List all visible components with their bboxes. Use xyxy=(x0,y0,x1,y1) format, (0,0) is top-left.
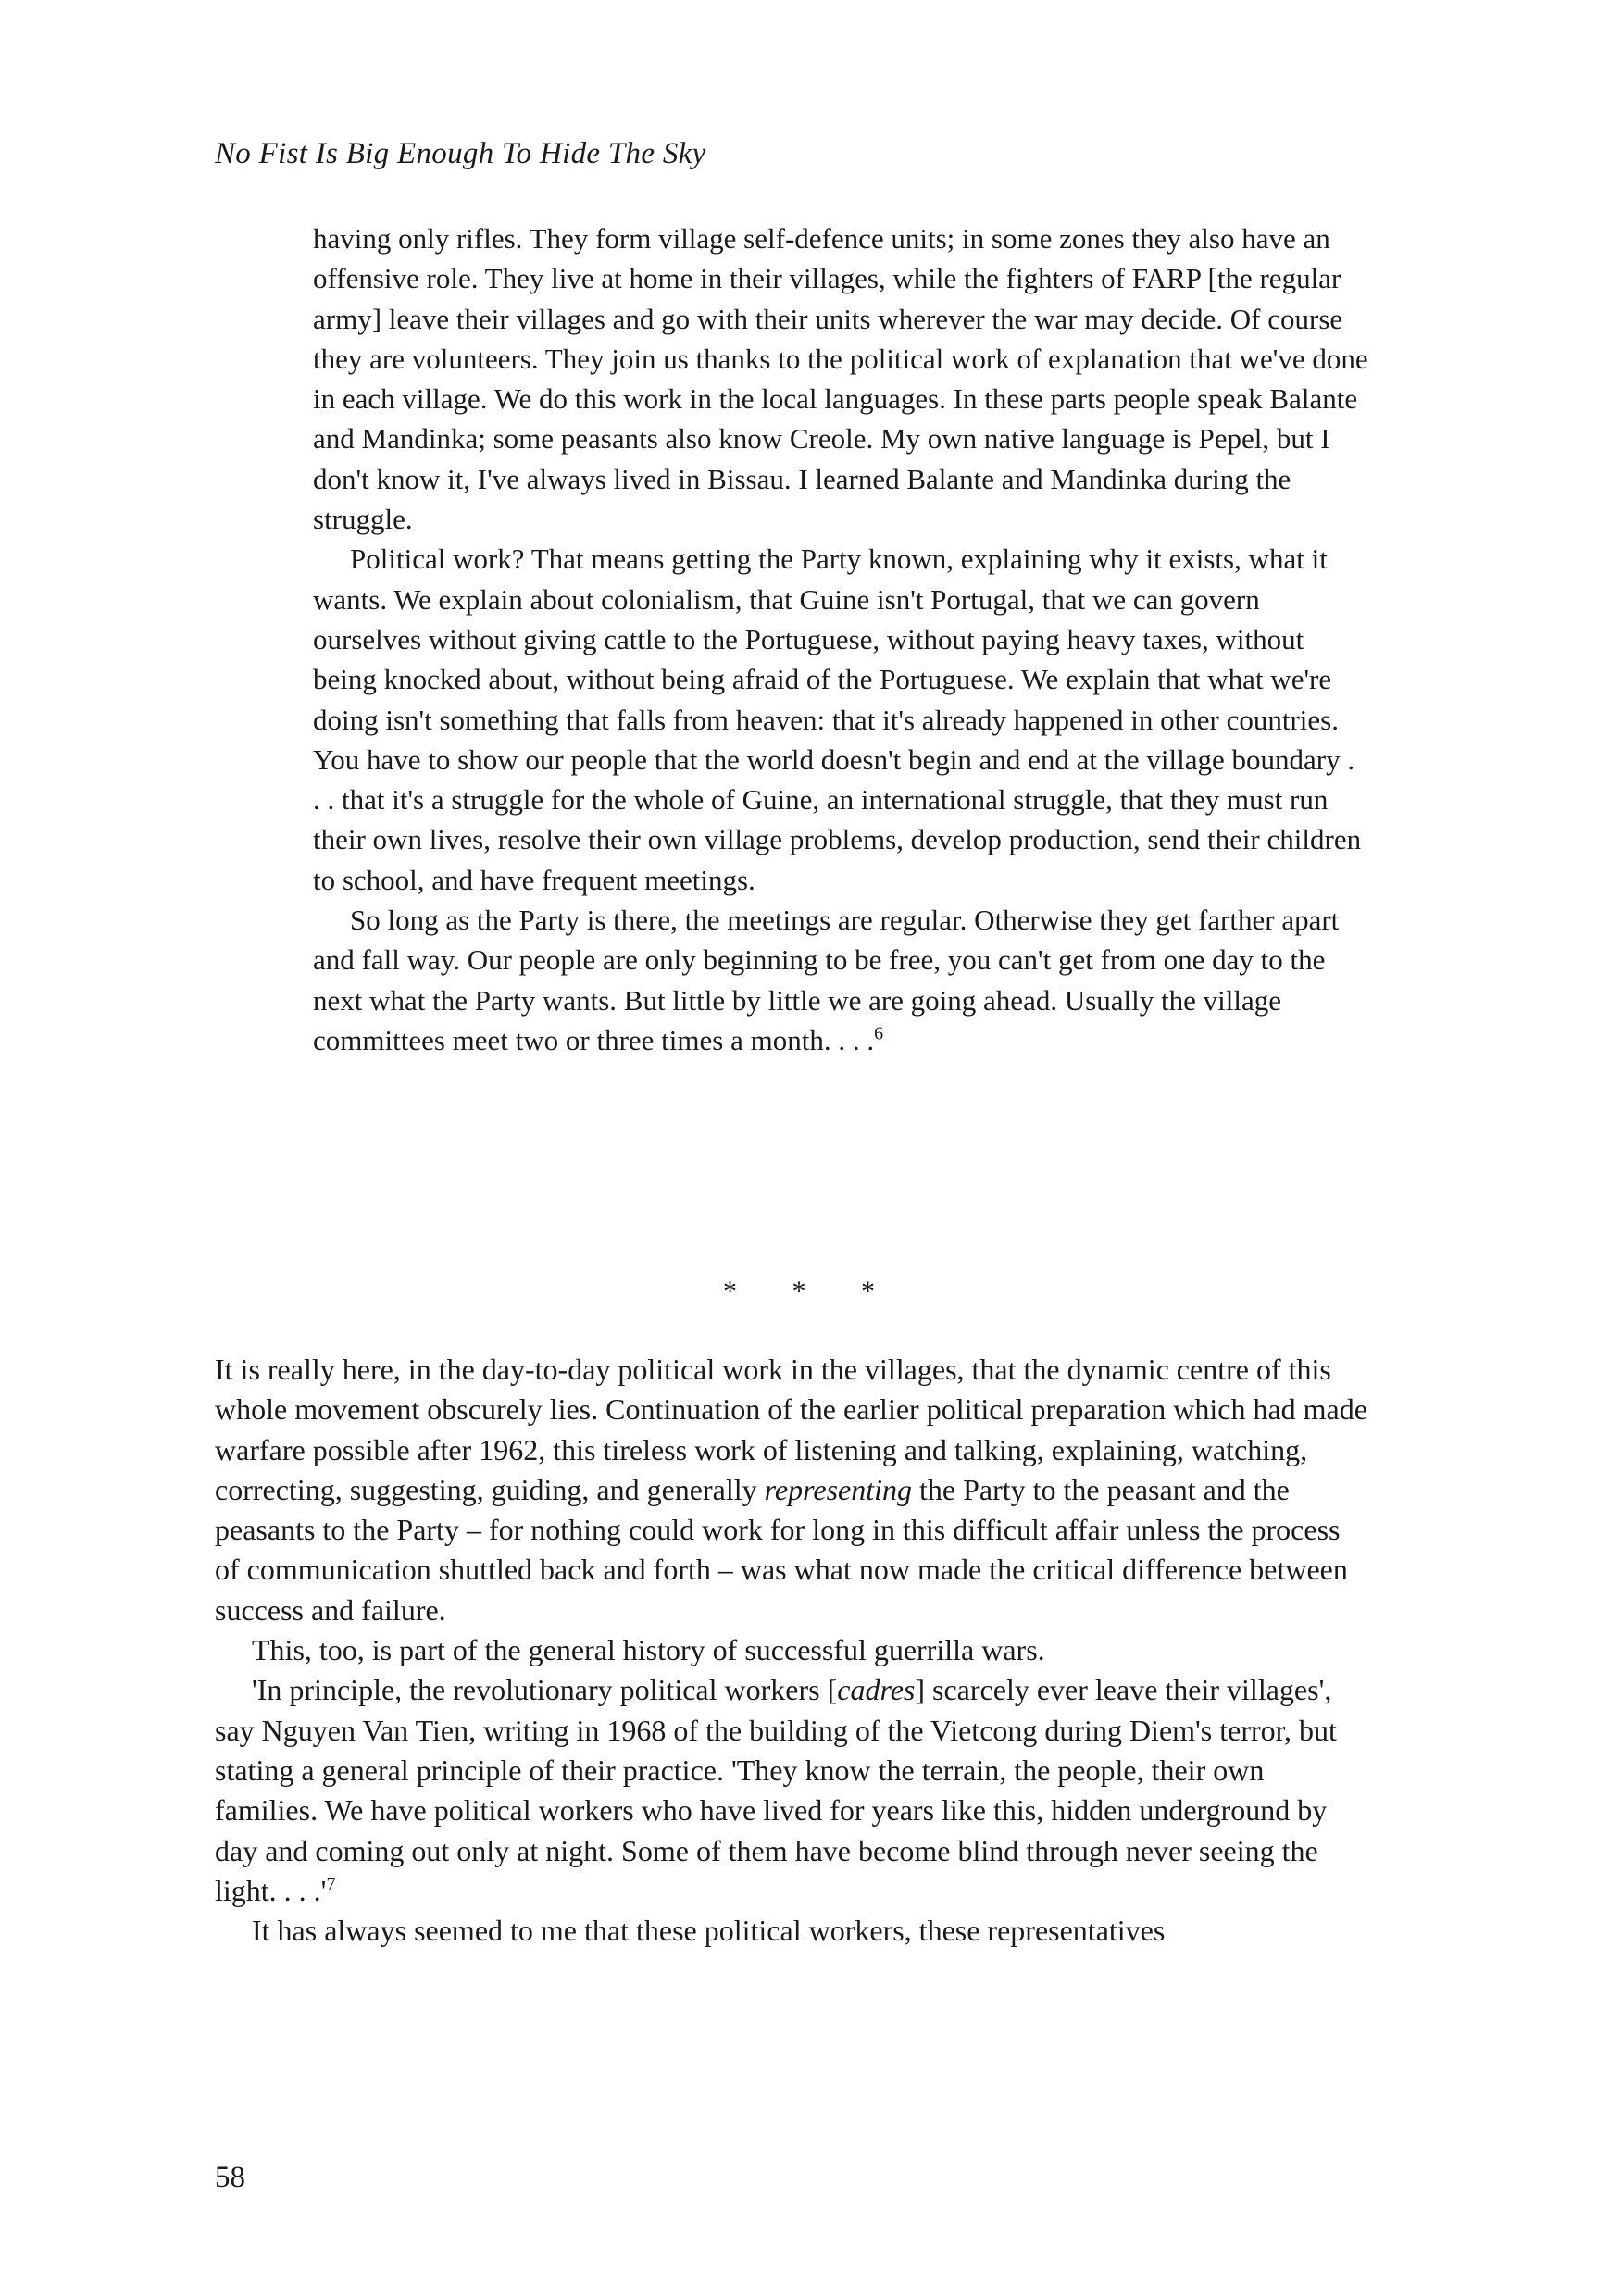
emphasis: representing xyxy=(764,1472,912,1506)
body-paragraph: This, too, is part of the general history of successful guerrilla wars. xyxy=(252,1633,1045,1667)
emphasis: cadres xyxy=(837,1673,916,1707)
page-number: 58 xyxy=(215,2161,245,2194)
footnote-marker: 7 xyxy=(326,1874,336,1895)
body-paragraph: 'In principle, the revolutionary political workers [cadres] scarcely ever leave their villages', say Nguyen Van Tien, writing in 1968 of the building of the Vietcong during Diem's terror, but stating a general principle of their practice. 'They know the terrain, the people, their own families. We have political workers who have lived for years like this, hidden underground by day and coming out only at night. Some of them have become blind through never seeing the light. . . $.'^7$ xyxy=(215,1673,1337,1907)
quote-paragraph: Political work? That means getting the Party known, explaining why it exists, what it wants. We explain about colonialism, that Guine isn't Portugal, that we can govern ourselves without giving cattle to the Portuguese, without paying heavy taxes, without being knocked about, without being afraid of the Portuguese. We explain that what we're doing isn't something that falls from heaven: that it's already happened in other countries. You have to show our people that the world doesn't begin and end at the village boundary . . . that it's a struggle for the whole of Guine, an international struggle, that they must run their own lives, resolve their own village problems, develop production, send their children to school, and have frequent meetings. xyxy=(313,543,1362,896)
quote-paragraph: having only rifles. They form village self-defence units; in some zones they also have an offensive role. They live at home in their villages, while the fighters of FARP [the regular army] leave their villages and go with their units wherever the war may decide. Of course they are volunteers. They join us thanks to the political work of explanation that we've done in each village. We do this work in the local languages. In these parts people speak Balante and Mandinka; some peasants also know Creole. My own native language is Pepel, but I don't know it, I've always lived in Bissau. I learned Balante and Mandinka during the struggle. xyxy=(313,222,1368,536)
quote-text: So long as the Party is there, the meetings are regular. Otherwise they get farther apart and fall way. Our people are only beginning to be free, you can't get from one day to the next what the Party wants. But little by little we are going ahead. Usually the village committees meet two or three times a month. . . . xyxy=(313,904,1340,1056)
body-text xyxy=(215,1350,1368,1951)
body-paragraph: It is really here, in the day-to-day political work in the villages, that the dynamic centre of this whole movement obscurely lies. Continuation of the earlier political preparation which had made warfare possible after 1962, this tireless work of listening and talking, explaining, watching, correcting, suggesting, guiding, and generally representing the Party to the peasant and the peasants to the Party – for nothing could work for long in this difficult affair unless the process of communication shuttled back and forth – was what now made the critical difference between success and failure. xyxy=(215,1353,1367,1627)
quote-paragraph-last xyxy=(313,900,1368,1060)
interview-quote xyxy=(313,218,1368,1060)
running-head-title: No Fist Is Big Enough To Hide The Sky xyxy=(215,137,706,170)
footnote-marker: 6 xyxy=(874,1023,884,1044)
body-paragraph: It has always seemed to me that these political workers, these representatives xyxy=(252,1914,1166,1948)
section-separator: * * * xyxy=(723,1276,899,1306)
